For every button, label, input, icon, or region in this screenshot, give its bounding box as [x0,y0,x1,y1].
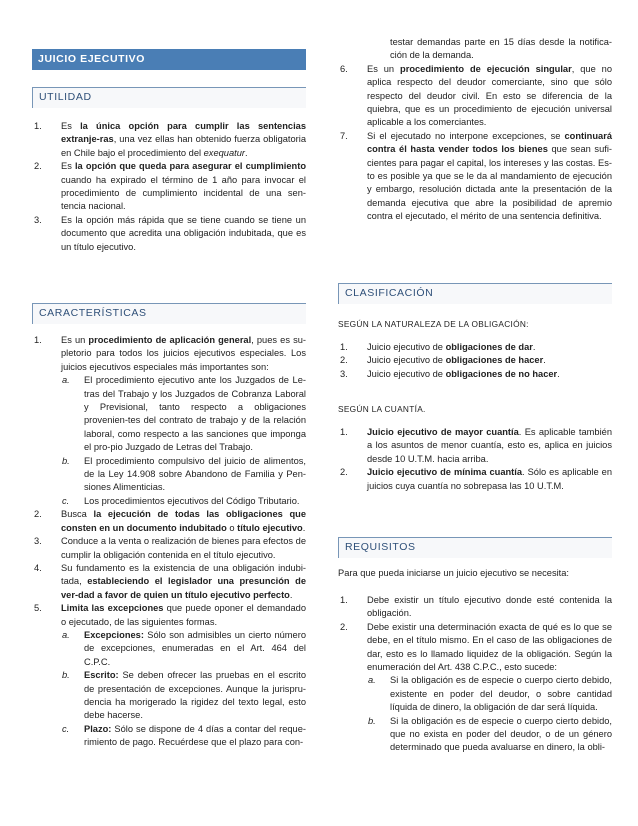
list-item: 3. Conduce a la venta o realización de bienes para efectos de cumplir la obligación contenida en el título ejecutivo. [34,536,306,560]
list-item: 1. Debe existir un título ejecutivo donde esté contenida la obligación. [340,595,612,619]
clasificacion-naturaleza-list [338,341,612,381]
sub-list-item: a. Si la obligación es de especie o cuerpo cierto debido, existente en poder del deudor, o sobre cantidad líquida de dinero, la obligación de dar será líquida. [368,675,612,713]
list-item: 3. Juicio ejecutivo de obligaciones de no hacer. [340,368,560,379]
section-header-utilidad [32,87,306,108]
section-title: CLASIFICACIÓN [345,287,434,300]
subheading-naturaleza: SEGÚN LA NATURALEZA DE LA OBLIGACIÓN: [338,319,529,329]
list-item: 1. Juicio ejecutivo de mayor cuantía. Es aplicable también a los asuntos de menor cuantía, esto es, aplica en juicios desde 10 U.T.M. hacia arriba. [340,427,612,464]
requisitos-list [338,594,612,755]
sub-list-item: b. Escrito: Se deben ofrecer las pruebas en el escrito de presentación de excepciones. Aunque la jurispru-dencia ha morigerado la rigidez del texto legal, esto debe hacerse. [62,670,306,721]
sub-list-item: c. Los procedimientos ejecutivos del Código Tributario. [62,495,300,506]
list-item: 5. Limita las excepciones que puede oponer el demandado o ejecutado, de las siguientes formas. [34,603,306,627]
section-header-caracteristicas [32,303,306,324]
sub-list-item: c. Plazo: Sólo se dispone de 4 días a contar del reque-rimiento de pago. Recuérdese que el plazo para con- [62,723,306,748]
section-header-juicio-ejecutivo [32,49,306,70]
sub-list-item: b. El procedimiento compulsivo del juicio de alimentos, de la Ley 14.908 sobre Abandono de Familia y Pen-siones Alimenticias. [62,455,306,493]
caracteristicas-list [32,334,306,750]
sub-list-item-continued: testar demandas parte en 15 días desde la notifica-ción de la demanda. [390,37,612,61]
section-header-requisitos [338,537,612,558]
list-item: 1. Es la única opción para cumplir las sentencias extranje-ras, una vez ellas han obtenido fuerza obligatoria en Chile bajo el procedimiento del exequatur. [34,121,307,158]
list-item: 2. Juicio ejecutivo de mínima cuantía. Sólo es aplicable en juicios cuya cuantía no sobrepasa las 10 U.T.M. [340,467,612,491]
sub-list-item: b. Si la obligación es de especie o cuerpo cierto debido, que no exista en poder del deudor, o de un género determinado que pueda avaluarse en dinero, la obli- [368,715,612,753]
list-item: 2. Es la opción que queda para asegurar el cumplimiento cuando ha expirado el término de 1 año para invocar el procedimiento de cumplimiento incidental de una sen-tencia nacional. [34,161,306,212]
section-title: REQUISITOS [345,541,416,554]
sub-list-item: a. Excepciones: Sólo son admisibles un cierto número de excepciones, enumeradas en el Art. 464 del C.P.C. [62,629,306,667]
list-item: 2. Juicio ejecutivo de obligaciones de hacer. [340,355,546,366]
caracteristicas-list-continued [338,36,612,224]
list-item: 7. Si el ejecutado no interpone excepciones, se continuará contra él hasta vender todos los bienes que sean sufi-cientes para pagar el capital, los intereses y las costas. Es-to es posible ya que se le da al mandamiento de ejecución y embargo, resolución dictada ante la presentación de la demanda ejecutiva que abre la posibilidad de apremio contra el ejecutado, el mérito de una sentencia definitiva. [340,130,612,222]
section-title: UTILIDAD [39,91,92,104]
section-header-clasificacion [338,283,612,304]
list-item: 2. Debe existir una determinación exacta de qué es lo que se debe, en el título mismo. En el caso de las obligaciones de dar, esto es lo llamado liquidez de la obligación. Según la enumeración del Art. 438 C.P.C., esto sucede: [340,621,612,673]
section-title: CARACTERÍSTICAS [39,307,147,320]
section-title: JUICIO EJECUTIVO [38,52,146,65]
list-item: 1. Juicio ejecutivo de obligaciones de dar. [340,342,536,352]
list-item: 6. Es un procedimiento de ejecución singular, que no aplica respecto del deudor comerciante, sino que sólo respecto del deudor civil. En esto se diferencia de la quiebra, que es un procedimiento de ejecución universal aplicable a los comerciantes. [340,63,613,128]
list-item: 3. Es la opción más rápida que se tiene cuando se tiene un documento que acredita una obligación indubitada, que es un título ejecutivo. [34,214,306,252]
utilidad-list [32,120,306,254]
list-item: 1. Es un procedimiento de aplicación general, pues es su-pletorio para todos los juicios ejecutivos especiales. Los juicios ejecutivos especiales más importantes son: [34,335,306,372]
list-item: 4. Su fundamento es la existencia de una obligación indubi-tada, estableciendo el legislador una presunción de ver-dad a favor de quien un título ejecutivo perfecto. [34,562,306,600]
list-item: 2. Busca la ejecución de todas las obligaciones que consten en un documento indubitado o título ejecutivo. [34,509,306,533]
requisitos-intro: Para que pueda iniciarse un juicio ejecutivo se necesita: [338,568,570,578]
clasificacion-cuantia-list [338,426,612,493]
subheading-cuantia: SEGÚN LA CUANTÍA. [338,404,426,414]
sub-list-item: a. El procedimiento ejecutivo ante los Juzgados de Le-tras del Trabajo y los Juzgados de Cobranza Laboral y Previsional, tanto respecto a obligaciones provenien-tes del contrato de trabajo y de la relación laboral, como respecto a las sanciones que imponga el pro-pio Juzgado de Letras del Trabajo. [62,375,306,453]
